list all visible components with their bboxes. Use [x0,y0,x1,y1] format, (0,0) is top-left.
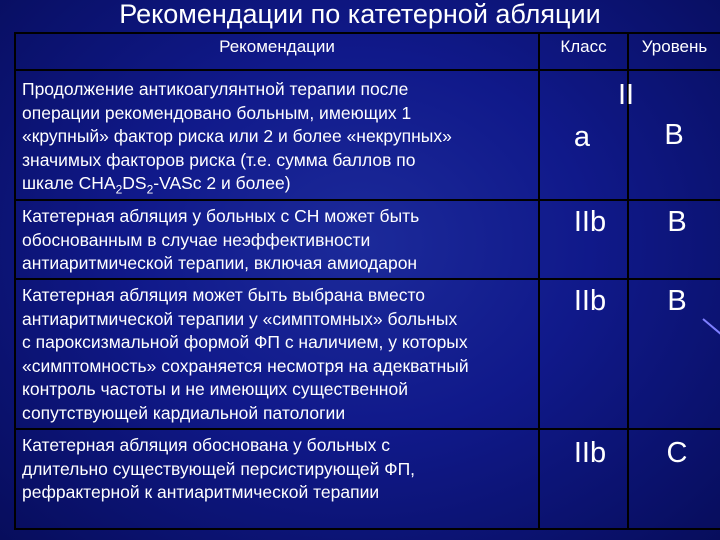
recommendation-text [22,78,542,202]
level-value: B [667,285,687,317]
table-border-left [14,32,16,530]
header-level: Уровень [641,37,708,56]
class-value: IIb [573,437,607,469]
row-divider-2 [14,278,720,280]
row-divider-3 [14,428,720,430]
slide-title: Рекомендации по катетерной абляции [119,0,601,29]
level-value: B [664,119,684,151]
subscript: 2 [115,182,123,197]
class-value-top: II [617,79,635,111]
recommendation-text: Катетерная абляция может быть выбрана вместо антиаритмической терапии у «симптомных» больных с пароксизмальной формой ФП с наличием, у которых «симптомность» сохраняется несмотря на адекватный контроль частоты и не имеющих существенной сопутствующей кардиальной патологии [22,285,469,423]
table-border-top [14,32,720,34]
recommendation-text: Катетерная абляция обоснована у больных с длительно существующей персистирующей ФП, рефрактерной к антиаритмической терапии [22,435,416,502]
recommendation-text-part: -VASc 2 и более) [153,173,291,193]
header-recommendations: Рекомендации [219,37,335,56]
recommendation-text-part: DS [122,173,147,193]
class-value-bottom: a [573,121,591,153]
subscript: 2 [146,182,154,197]
recommendation-text: Катетерная абляция у больных с СН может быть обоснованным в случае неэффективности антиаритмической терапии, включая амиодарон [22,206,420,273]
recommendation-text-part: Продолжение антикоагулянтной терапии после операции рекомендовано больным, имеющих 1 «крупный» фактор риска или 2 и более «некрупных» значимых факторов риска (т.е. сумма баллов по шкале CHA [22,79,452,193]
level-value: C [666,437,688,469]
decorative-accent-line [702,318,720,335]
class-value: IIb [573,206,607,238]
level-value: B [667,206,687,238]
header-divider [14,69,720,71]
table-border-bottom [14,528,720,530]
header-class: Класс [560,37,607,56]
class-value: IIb [573,285,607,317]
